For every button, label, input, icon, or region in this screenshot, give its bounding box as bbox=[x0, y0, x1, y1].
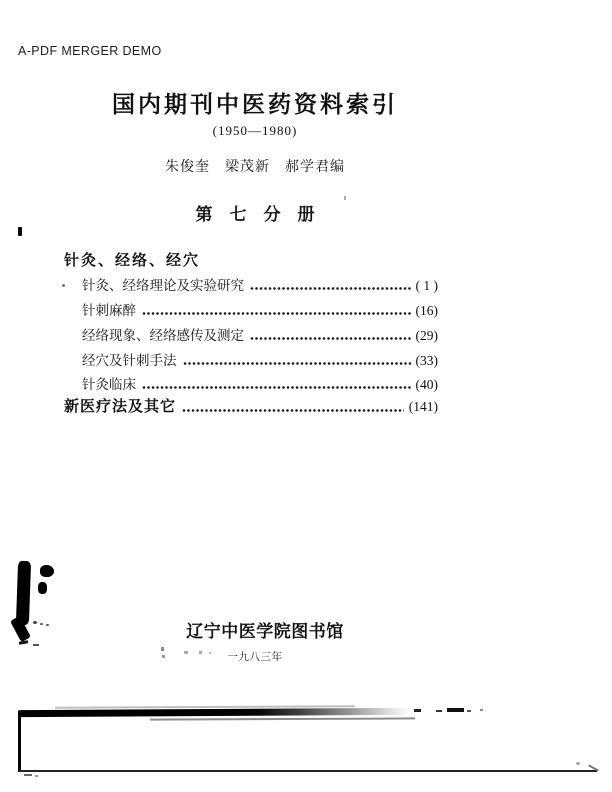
toc-page-number: (40) bbox=[415, 377, 438, 392]
toc-section-heading bbox=[64, 395, 438, 416]
publisher-institution: 辽宁中医学院图书馆 bbox=[186, 622, 344, 641]
ink-blob-artifact bbox=[16, 561, 31, 625]
ink-speck-artifact bbox=[33, 644, 39, 646]
toc-page-number: (16) bbox=[415, 303, 438, 318]
toc-section-heading bbox=[64, 249, 438, 270]
toc-entry-label: 经络现象、经络感传及测定 bbox=[82, 328, 244, 343]
dot-leader bbox=[250, 286, 411, 291]
scan-dash-artifact bbox=[35, 775, 38, 777]
ink-blob-artifact bbox=[38, 582, 47, 594]
dot-leader bbox=[142, 311, 411, 316]
toc-entry bbox=[64, 324, 438, 344]
scan-speck-artifact bbox=[576, 762, 580, 765]
toc-entry-label: 针刺麻醉 bbox=[82, 303, 136, 318]
toc-page-number: (29) bbox=[415, 328, 438, 343]
scan-mark-artifact bbox=[18, 227, 22, 236]
toc-entry bbox=[64, 274, 438, 294]
toc-entry bbox=[64, 299, 438, 319]
scan-bar-artifact bbox=[55, 705, 355, 709]
scan-box-bottom-edge bbox=[19, 770, 597, 772]
publication-year: 一九八三年 bbox=[227, 652, 283, 663]
scan-bar-speck bbox=[480, 709, 483, 711]
toc-page-number: (33) bbox=[415, 353, 438, 368]
scan-bar-speck bbox=[467, 710, 471, 712]
scan-hook-artifact bbox=[588, 765, 599, 772]
pdf-merger-watermark: A-PDF MERGER DEMO bbox=[18, 44, 162, 58]
scan-bar-artifact bbox=[18, 708, 410, 717]
scan-bar-speck bbox=[447, 708, 464, 712]
scan-bar-artifact bbox=[150, 717, 415, 720]
dot-leader bbox=[183, 361, 411, 366]
toc-page-number: ( 1 ) bbox=[415, 278, 438, 293]
book-title: 国内期刊中医药资料索引 bbox=[112, 92, 398, 117]
toc-entry-label: 针灸临床 bbox=[82, 377, 136, 392]
dot-leader bbox=[182, 408, 404, 413]
editors-line: 朱俊奎 梁茂新 郝学君编 bbox=[165, 160, 345, 175]
toc-entry-label: 针灸、经络理论及实验研究 bbox=[82, 278, 244, 293]
ink-blob-artifact bbox=[40, 565, 54, 577]
toc-entry bbox=[64, 349, 438, 369]
toc-entry bbox=[64, 373, 438, 393]
toc-page-number: (141) bbox=[408, 399, 438, 414]
dot-leader bbox=[142, 385, 411, 390]
dot-leader bbox=[250, 336, 411, 341]
toc-heading-label: 针灸、经络、经穴 bbox=[64, 253, 201, 269]
coverage-year-range: (1950—1980) bbox=[212, 123, 298, 138]
scan-box-left-edge bbox=[18, 711, 21, 772]
scan-bar-speck bbox=[414, 709, 421, 712]
toc-entry-label: 经穴及针刺手法 bbox=[82, 353, 177, 368]
volume-number: 第 七 分 册 bbox=[195, 205, 315, 224]
scan-dash-artifact bbox=[24, 774, 32, 776]
scan-bar-speck bbox=[436, 710, 442, 712]
toc-heading-label: 新医疗法及其它 bbox=[64, 399, 177, 415]
